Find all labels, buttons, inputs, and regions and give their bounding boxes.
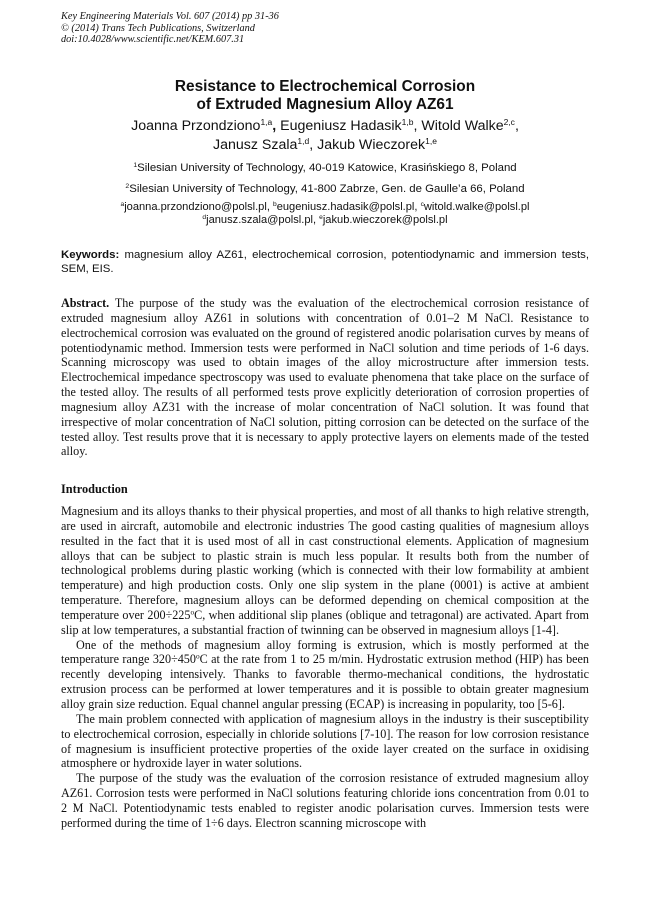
journal-citation: Key Engineering Materials Vol. 607 (2014) pp 31-36 [61, 11, 279, 22]
affiliation-2 [61, 182, 589, 196]
affiliation-text: Silesian University of Technology, 40-019 Katowice, Krasińskiego 8, Poland [137, 162, 517, 174]
keywords [61, 248, 589, 276]
author-affiliation-mark: 1,a [260, 116, 273, 127]
email-link[interactable]: jakub.wieczorek@polsl.pl [322, 214, 448, 226]
intro-paragraph-1 [61, 504, 589, 638]
paragraph-text: Magnesium and its alloys thanks to their physical properties, and most of all thanks to high relative strength, are used in aircraft, automobile and electronic industries The good casting qualities of magnesium alloys resulted in the fact that it is used most of all in cast constructional elements. Application of magnesium alloys that can be subject to plastic strain is much less popular. It results both from the number of technological problems during plastic working (which is connected with their low formability at ambient temperature) and high production costs. Only one slip system in the plane (0001) is active at ambient temperature. Therefore, magnesium alloys can be deformed depending on chemical composition at the temperature over 200÷225 [61, 504, 589, 622]
introduction-body [61, 504, 589, 831]
intro-paragraph-4: The purpose of the study was the evaluation of the corrosion resistance of extruded magnesium alloy AZ61. Corrosion tests were performed in NaCl solutions featuring chloride ions concentration from 0.01 to 2 M NaCl. Potentiodynamic tests enabled to register anodic polarisation curves. Immersion tests were performed during the time of 1÷6 days. Electron scanning microscope with [61, 771, 589, 830]
author-line-2: Janusz Szala$^{1,d}$, Jakub Wieczorek$^{1,e}$ [213, 135, 437, 153]
email-line-2: $^d$janusz.szala@polsl.pl, $^e$jakub.wieczorek@polsl.pl [202, 214, 448, 226]
paragraph-text: One of the methods of magnesium alloy forming is extrusion, which is mostly performed at the temperature range 320÷450 [61, 637, 589, 667]
author-affiliation-mark: 1,e [425, 135, 437, 146]
intro-paragraph-2 [61, 638, 589, 712]
section-heading-introduction: Introduction [61, 482, 128, 496]
author-affiliation-mark: 1,b [401, 116, 414, 127]
paragraph-text: C, when additional slip planes (oblique and tetragonal) are activated. Apart from slip at low temperatures, a substantial fraction of twinning can be observed in magnesium alloys [1-4]. [61, 607, 589, 637]
title-line-2: of Extruded Magnesium Alloy AZ61 [196, 96, 454, 113]
email-line-1: $^a$joanna.przondziono@polsl.pl, $^b$eugeniusz.hadasik@polsl.pl, $^c$witold.walke@polsl.pl [120, 201, 530, 213]
email-mark: a [120, 201, 125, 209]
email-mark: b [273, 201, 277, 209]
abstract-text: The purpose of the study was the evaluation of the electrochemical corrosion resistance of extruded magnesium alloy AZ61 in solutions with concentration of 0.01–2 M NaCl. Resistance to electrochemical corrosion was evaluated on the ground of registered anodic polarisation curves by means of potentiodynamic method. Immersion tests were performed in NaCl solution and time periods of 1-6 days. Scanning microscopy was used to obtain images of the alloy microstructure after immersion tests. Electrochemical impedance spectroscopy was used to evaluate phenomena that take place on the surface of the tested alloy. The results of all performed tests prove explicitly deterioration of corrosion properties of magnesium alloy AZ31 with the increase of molar concentration of NaCl solution. It was found that irrespective of molar concentration of NaCl solution, pitting corrosion can be detected on the surface of the tested alloy. Test results prove that it is necessary to apply protective layers on elements made of the tested alloy. [61, 296, 589, 459]
email-link[interactable]: joanna.przondziono@polsl.pl [124, 201, 267, 213]
degree-mark: o [195, 653, 200, 662]
abstract [61, 296, 589, 459]
author-name: Jakub Wieczorek [317, 137, 426, 153]
paragraph-text: C at the rate from 1 to 25 m/min. Hydrostatic extrusion method (HIP) has been recently developing intensively. Thanks to favorable thermo-mechanical conditions, the hydrostatic extrusion process can be performed at lower temperatures and it is possible to obtain greater magnesium alloy grain size reduction. Equal channel angular pressing (ECAP) is increasing in popularity, too [5-6]. [61, 652, 589, 711]
author-name: Janusz Szala [213, 137, 298, 153]
journal-header [61, 11, 461, 46]
author-affiliation-mark: 1,d [297, 135, 310, 146]
affiliation-text: Silesian University of Technology, 41-800 Zabrze, Gen. de Gaulle’a 66, Poland [129, 183, 525, 195]
author-line-1: Joanna Przondziono$^{1,a}$, Eugeniusz Hadasik$^{1,b}$, Witold Walke$^{2,c}$, [131, 116, 519, 134]
email-link[interactable]: janusz.szala@polsl.pl [206, 214, 313, 226]
intro-paragraph-3: The main problem connected with application of magnesium alloys in the industry is their susceptibility to electrochemical corrosion, especially in chloride solutions [7-10]. The reason for low corrosion resistance of magnesium is insufficient protective properties of the oxide layer created on the surface in oxidising atmosphere or hydroxide layer in water solutions. [61, 711, 589, 771]
affiliation-1 [61, 161, 589, 175]
email-link[interactable]: witold.walke@polsl.pl [423, 201, 530, 213]
author-emails [61, 201, 589, 227]
email-link[interactable]: eugeniusz.hadasik@polsl.pl [276, 201, 415, 213]
email-mark: d [202, 214, 207, 222]
affiliation-mark: 1 [133, 161, 138, 169]
author-name: Witold Walke [421, 118, 504, 134]
copyright-line: © (2014) Trans Tech Publications, Switzerland [61, 22, 255, 34]
author-name: Joanna Przondziono [131, 118, 261, 134]
abstract-label: Abstract. [61, 296, 110, 310]
degree-mark: o [190, 608, 195, 617]
keywords-label: Keywords: [61, 249, 120, 261]
keywords-text: magnesium alloy AZ61, electrochemical corrosion, potentiodynamic and immersion tests, SEM, EIS. [61, 249, 590, 275]
affiliation-mark: 2 [125, 182, 130, 190]
title-line-1: Resistance to Electrochemical Corrosion [174, 78, 476, 95]
author-name: Eugeniusz Hadasik [280, 118, 402, 134]
doi-line: doi:10.4028/www.scientific.net/KEM.607.31 [61, 34, 245, 46]
author-affiliation-mark: 2,c [503, 116, 515, 127]
email-mark: e [319, 214, 323, 222]
email-mark: c [420, 201, 424, 209]
author-list [61, 117, 589, 155]
paper-title [61, 78, 589, 114]
